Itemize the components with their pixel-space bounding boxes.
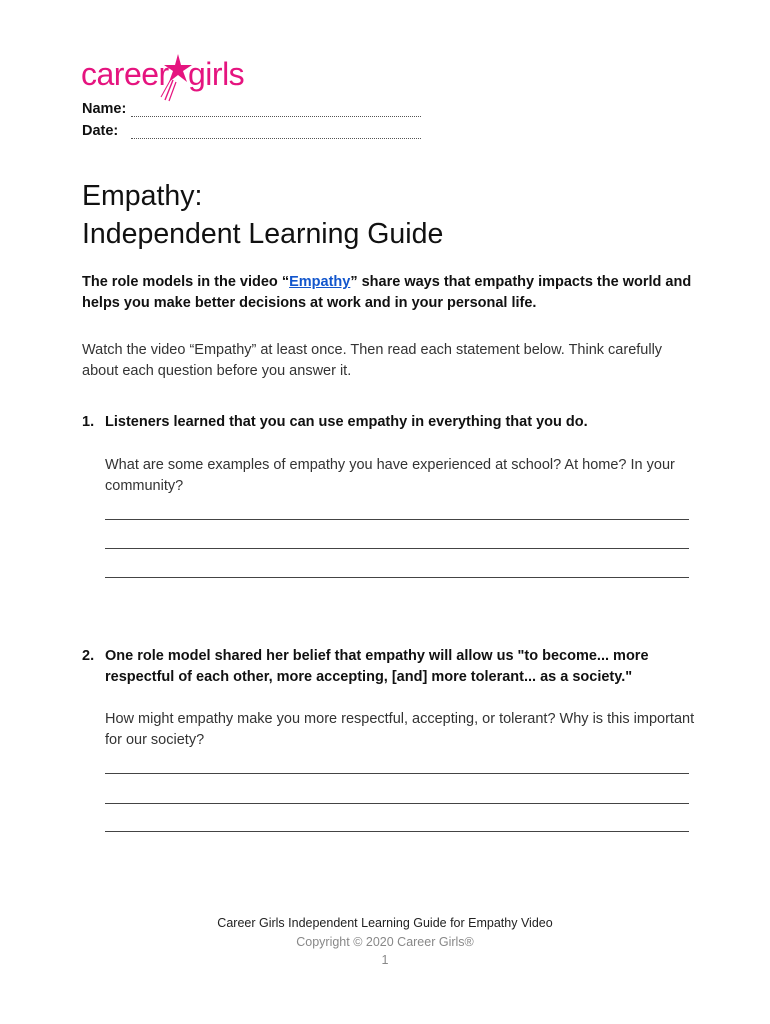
question-2-text: One role model shared her belief that empathy will allow us "to become... more respectful of each other, more accepting, [and] more tolerant... as a society.": [105, 648, 649, 685]
question-1-statement: [82, 412, 702, 433]
date-field: [82, 122, 118, 140]
answer-2-line-2[interactable]: [105, 803, 689, 804]
name-field: [82, 100, 126, 118]
question-1-text: Listeners learned that you can use empathy in everything that you do.: [105, 414, 588, 430]
answer-2-line-1[interactable]: [105, 773, 689, 774]
footer-copyright: Copyright © 2020 Career Girls®: [296, 935, 474, 949]
intro-text-before: The role models in the video “: [82, 274, 290, 290]
logo-word-career: career: [81, 56, 169, 92]
career-girls-logo: [81, 50, 261, 102]
page-number: 1: [381, 953, 389, 967]
title-line-1: Empathy:: [82, 180, 203, 212]
logo-word-girls: girls: [188, 56, 245, 92]
answer-2-line-3[interactable]: [105, 831, 689, 832]
intro-paragraph: [82, 272, 702, 314]
question-1-prompt: What are some examples of empathy you have experienced at school? At home? In your community?: [105, 457, 675, 494]
name-input-line[interactable]: [131, 116, 421, 117]
date-input-line[interactable]: [131, 138, 421, 139]
intro-text-after: ” share ways that empathy impacts the world and helps you make better decisions at work and in your personal life.: [82, 274, 692, 311]
instructions-paragraph: Watch the video “Empathy” at least once. Then read each statement below. Think carefully about each question before you answer it.: [82, 342, 663, 379]
title-line-2: Independent Learning Guide: [82, 218, 444, 250]
date-label: Date:: [82, 123, 119, 139]
page-title: [82, 177, 443, 253]
empathy-video-link[interactable]: Empathy: [289, 274, 351, 290]
answer-1-line-1[interactable]: [105, 519, 689, 520]
question-2-prompt: How might empathy make you more respectful, accepting, or tolerant? Why is this important for our society?: [105, 711, 695, 748]
question-1-number: 1.: [82, 414, 95, 430]
answer-1-line-3[interactable]: [105, 577, 689, 578]
question-2-statement: [82, 646, 702, 688]
footer-guide-title: Career Girls Independent Learning Guide for Empathy Video: [217, 916, 553, 930]
question-2-number: 2.: [82, 648, 95, 664]
name-label: Name:: [82, 101, 127, 117]
answer-1-line-2[interactable]: [105, 548, 689, 549]
